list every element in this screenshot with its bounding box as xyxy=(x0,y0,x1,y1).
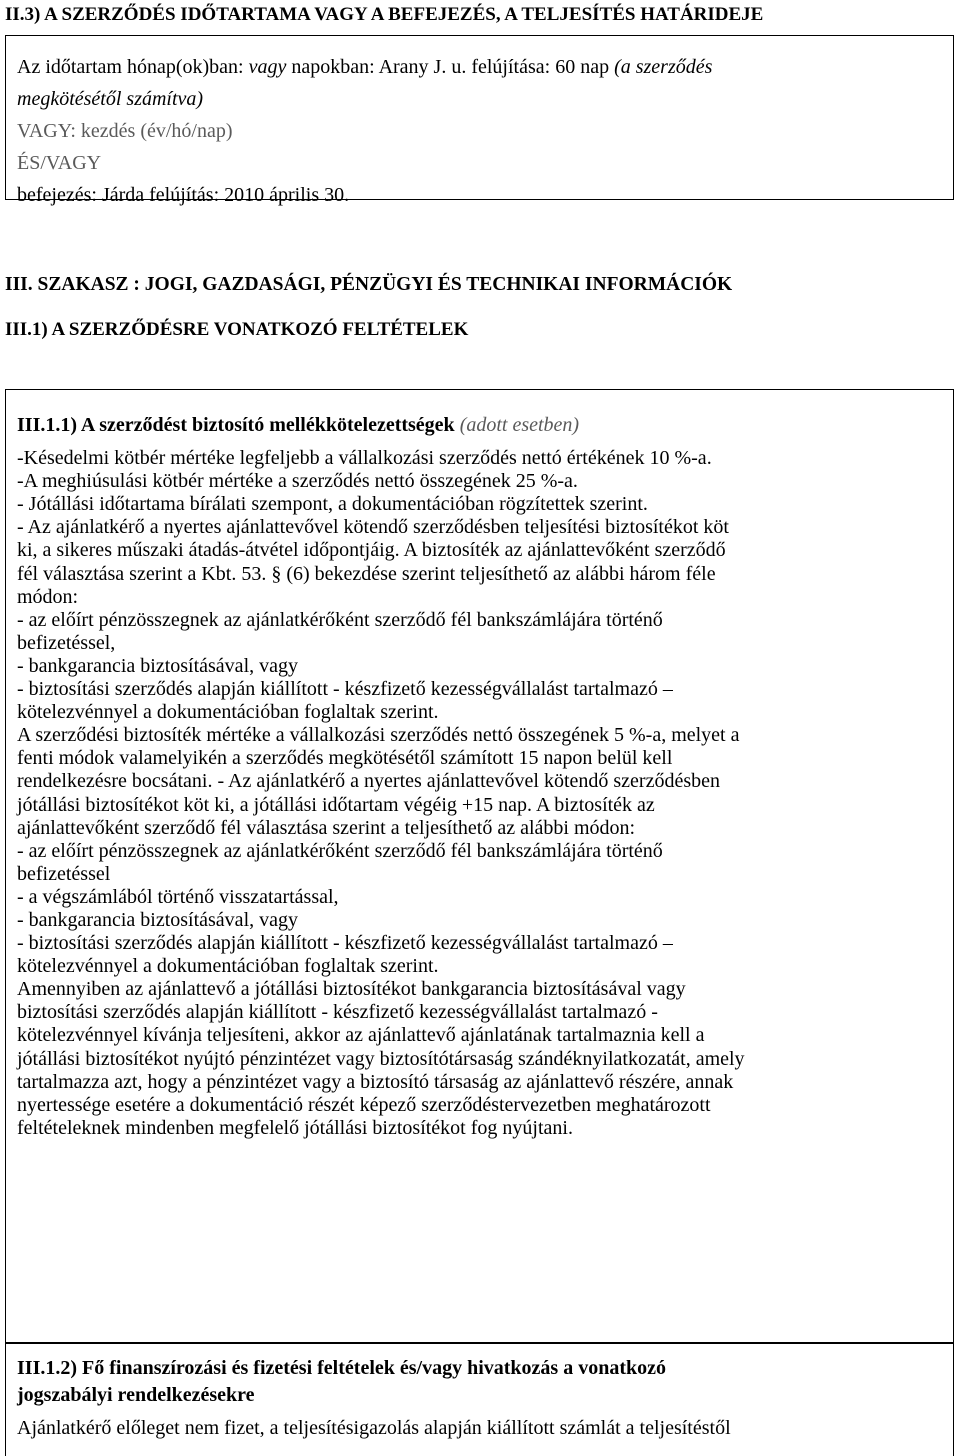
section-iii1-heading: III.1) A SZERZŐDÉSRE VONATKOZÓ FELTÉTELEK xyxy=(5,319,469,340)
body-line: - bankgarancia biztosításával, vagy xyxy=(17,654,298,677)
section-iii12-heading-line-2: jogszabályi rendelkezésekre xyxy=(17,1384,255,1406)
body-line: befizetéssel, xyxy=(17,631,116,654)
duration-line-4: ÉS/VAGY xyxy=(17,152,102,174)
section-iii12-text: Ajánlatkérő előleget nem fizet, a teljesítésigazolás alapján kiállított számlát a teljesítéstől xyxy=(17,1417,731,1439)
section-iii11-heading: III.1.1) A szerződést biztosító mellékkötelezettségek (adott esetben) xyxy=(17,414,580,436)
section-iii-title: III. SZAKASZ : JOGI, GAZDASÁGI, PÉNZÜGYI ÉS TECHNIKAI INFORMÁCIÓK xyxy=(5,274,733,295)
body-line: módon: xyxy=(17,585,79,608)
body-line: nyertessége esetére a dokumentáció részét képező szerződéstervezetben meghatározott xyxy=(17,1093,711,1116)
body-line: feltételeknek mindenben megfelelő jótállási biztosítékot fog nyújtani. xyxy=(17,1116,573,1139)
section-ii3-title: SZERZŐDÉS IDŐTARTAMA VAGY A BEFEJEZÉS, A TELJESÍTÉS HATÁRIDEJE xyxy=(61,4,764,25)
body-line: biztosítási szerződés alapján kiállított - készfizető kezességvállalást tartalmazó - xyxy=(17,1001,658,1024)
body-line: A szerződési biztosíték mértéke a vállalkozási szerződés nettó összegének 5 %-a, melyet a xyxy=(17,724,740,747)
body-line: - biztosítási szerződés alapján kiállított - készfizető kezességvállalást tartalmazó – xyxy=(17,932,673,955)
section-iii11-body xyxy=(17,447,953,1140)
body-line: - az előírt pénzösszegnek az ajánlatkérőként szerződő fél bankszámlájára történő xyxy=(17,608,663,631)
section-ii3-heading: II.3) A SZERZŐDÉS IDŐTARTAMA VAGY A BEFEJEZÉS, A TELJESÍTÉS HATÁRIDEJE xyxy=(5,4,764,25)
duration-box xyxy=(5,35,954,206)
section-iii1-title: SZERZŐDÉSRE VONATKOZÓ FELTÉTELEK xyxy=(68,319,469,340)
duration-line-5: befejezés: Járda felújítás: 2010 április 30. xyxy=(17,184,350,206)
body-line: rendelkezésre bocsátani. - Az ajánlatkérő a nyertes ajánlattevővel kötendő szerződésben xyxy=(17,770,721,793)
body-line: tartalmazza azt, hogy a pénzintézet vagy a biztosító társaság az ajánlattevő részére, annak xyxy=(17,1070,734,1093)
body-line: fenti módok valamelyikén a szerződés megkötésétől számított 15 napon belül kell xyxy=(17,747,673,770)
body-line: ajánlattevőként szerződő fél választása szerint a teljesíthető az alábbi módon: xyxy=(17,816,636,839)
body-line: - biztosítási szerződés alapján kiállított - készfizető kezességvállalást tartalmazó – xyxy=(17,678,673,701)
duration-line-2: megkötésétől számítva) xyxy=(17,88,204,110)
body-line: kötelezvénnyel a dokumentációban foglaltak szerint. xyxy=(17,955,439,978)
body-line: Amennyiben az ajánlattevő a jótállási biztosítékot bankgarancia biztosításával vagy xyxy=(17,978,686,1001)
body-line: - Jótállási időtartama bírálati szempont, a dokumentációban rögzítettek szerint. xyxy=(17,493,648,516)
body-line: -A meghiúsulási kötbér mértéke a szerződés nettó összegének 25 %-a. xyxy=(17,470,578,493)
body-line: kötelezvénnyel kívánja teljesíteni, akkor az ajánlattevő ajánlatának tartalmaznia kell a xyxy=(17,1024,705,1047)
duration-line-3: VAGY: kezdés (év/hó/nap) xyxy=(17,120,233,142)
section-iii12-heading-line-1: III.1.2) Fő finanszírozási és fizetési feltételek és/vagy hivatkozás a vonatkozó xyxy=(17,1357,666,1379)
body-line: - a végszámlából történő visszatartással, xyxy=(17,885,339,908)
body-line: - bankgarancia biztosításával, vagy xyxy=(17,908,298,931)
body-line: - Az ajánlatkérő a nyertes ajánlattevővel kötendő szerződésben teljesítési biztosítékot köt xyxy=(17,516,729,539)
financing-box xyxy=(5,1343,954,1456)
body-line: jótállási biztosítékot nyújtó pénzintézet vagy biztosítótársaság szándéknyilatkozatát, amely xyxy=(17,1047,745,1070)
body-line: - az előírt pénzösszegnek az ajánlatkérőként szerződő fél bankszámlájára történő xyxy=(17,839,663,862)
body-line: -Késedelmi kötbér mértéke legfeljebb a vállalkozási szerződés nettó értékének 10 %-a. xyxy=(17,447,712,470)
body-line: ki, a sikeres műszaki átadás-átvétel időpontjáig. A biztosíték az ajánlattevőként szerződő xyxy=(17,539,726,562)
body-line: kötelezvénnyel a dokumentációban foglaltak szerint. xyxy=(17,701,439,724)
conditions-box xyxy=(5,389,954,1343)
body-line: jótállási biztosítékot köt ki, a jótállási időtartam végéig +15 nap. A biztosíték az xyxy=(17,793,655,816)
body-line: befizetéssel xyxy=(17,862,111,885)
duration-line-1: Az időtartam hónap(ok)ban: vagy napokban: Arany J. u. felújítása: 60 nap (a szerződés xyxy=(17,56,713,78)
body-line: fél választása szerint a Kbt. 53. § (6) bekezdése szerint teljesíthető az alábbi három féle xyxy=(17,562,716,585)
